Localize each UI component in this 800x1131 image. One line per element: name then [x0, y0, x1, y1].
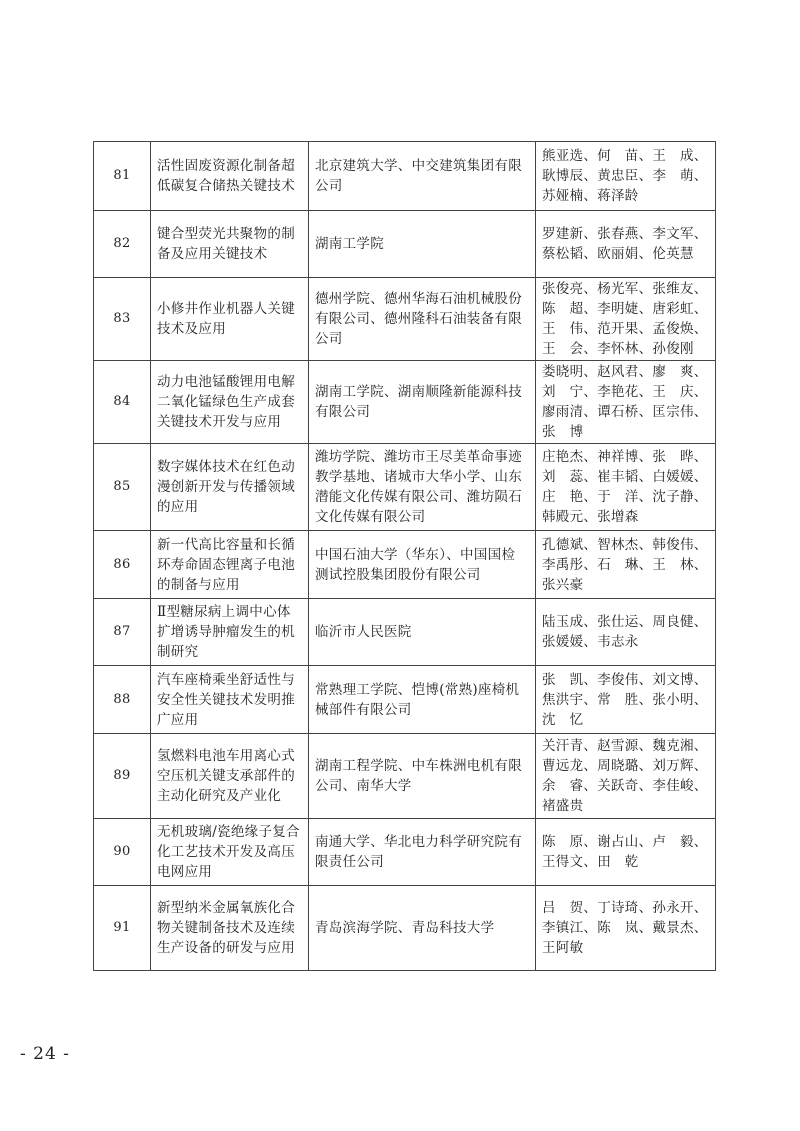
completing-units: 湖南工学院 — [309, 211, 536, 278]
project-name: 新一代高比容量和长循环寿命固态锂离子电池的制备与应用 — [151, 531, 309, 599]
completing-people: 娄晓明、赵风君、廖 爽、刘 宁、李艳花、王 庆、廖雨清、谭石桥、匡宗伟、张 博 — [536, 361, 716, 444]
completing-units: 临沂市人民医院 — [309, 599, 536, 666]
completing-units: 湖南工学院、湖南顺隆新能源科技有限公司 — [309, 361, 536, 444]
row-number: 86 — [94, 531, 151, 599]
project-name: 无机玻璃/瓷绝缘子复合化工艺技术开发及高压电网应用 — [151, 819, 309, 886]
completing-people: 陈 原、谢占山、卢 毅、王得文、田 乾 — [536, 819, 716, 886]
row-number: 90 — [94, 819, 151, 886]
page-number: - 24 - — [20, 1044, 70, 1064]
row-number: 82 — [94, 211, 151, 278]
row-number: 83 — [94, 278, 151, 361]
table-row — [94, 211, 716, 278]
table-row — [94, 444, 716, 531]
project-name: 氢燃料电池车用离心式空压机关键支承部件的主动化研究及产业化 — [151, 734, 309, 819]
row-number: 87 — [94, 599, 151, 666]
project-name: 活性固废资源化制备超低碳复合储热关键技术 — [151, 142, 309, 211]
completing-units: 南通大学、华北电力科学研究院有限责任公司 — [309, 819, 536, 886]
table-row — [94, 142, 716, 211]
row-number: 84 — [94, 361, 151, 444]
completing-people: 陆玉成、张仕运、周良健、张媛媛、韦志永 — [536, 599, 716, 666]
table-row — [94, 819, 716, 886]
award-table-body — [94, 142, 716, 971]
table-row — [94, 886, 716, 971]
completing-units: 青岛滨海学院、青岛科技大学 — [309, 886, 536, 971]
completing-units: 德州学院、德州华海石油机械股份有限公司、德州隆科石油装备有限公司 — [309, 278, 536, 361]
project-name: 键合型荧光共聚物的制备及应用关键技术 — [151, 211, 309, 278]
table-row — [94, 599, 716, 666]
project-name: 新型纳米金属氧族化合物关键制备技术及连续生产设备的研发与应用 — [151, 886, 309, 971]
completing-units: 常熟理工学院、恺博(常熟)座椅机械部件有限公司 — [309, 666, 536, 734]
table-row — [94, 278, 716, 361]
completing-people: 熊亚选、何 苗、王 成、耿博辰、黄忠臣、李 萌、苏娅楠、蒋泽龄 — [536, 142, 716, 211]
row-number: 81 — [94, 142, 151, 211]
completing-people: 罗建新、张春燕、李文军、蔡松韬、欧丽娟、伦英慧 — [536, 211, 716, 278]
completing-people: 孔德斌、智林杰、韩俊伟、李禹彤、石 琳、王 林、张兴豪 — [536, 531, 716, 599]
completing-people: 关汗青、赵雪源、魏克湘、曹远龙、周晓璐、刘万辉、余 睿、关跃奇、李佳峻、褚盛贵 — [536, 734, 716, 819]
completing-units: 湖南工程学院、中车株洲电机有限公司、南华大学 — [309, 734, 536, 819]
project-name: 汽车座椅乘坐舒适性与安全性关键技术发明推广应用 — [151, 666, 309, 734]
completing-people: 张俊亮、杨光军、张维友、陈 超、李明婕、唐彩虹、王 伟、范开果、孟俊焕、王 会、李怀林、孙俊刚 — [536, 278, 716, 361]
table-row — [94, 361, 716, 444]
completing-units: 北京建筑大学、中交建筑集团有限公司 — [309, 142, 536, 211]
row-number: 88 — [94, 666, 151, 734]
project-name: 数字媒体技术在红色动漫创新开发与传播领域的应用 — [151, 444, 309, 531]
project-name: 小修井作业机器人关键技术及应用 — [151, 278, 309, 361]
table-row — [94, 666, 716, 734]
completing-units: 中国石油大学（华东）、中国国检测试控股集团股份有限公司 — [309, 531, 536, 599]
completing-people: 张 凯、李俊伟、刘文博、焦洪宇、常 胜、张小明、沈 忆 — [536, 666, 716, 734]
row-number: 91 — [94, 886, 151, 971]
table-row — [94, 531, 716, 599]
award-table — [93, 141, 716, 971]
row-number: 85 — [94, 444, 151, 531]
row-number: 89 — [94, 734, 151, 819]
completing-people: 庄艳杰、神祥博、张 晔、刘 蕊、崔丰韬、白媛媛、庄 艳、于 洋、沈子静、韩殿元、张增森 — [536, 444, 716, 531]
completing-people: 吕 贺、丁诗琦、孙永开、李镇江、陈 岚、戴景杰、王阿敏 — [536, 886, 716, 971]
table-row — [94, 734, 716, 819]
project-name: Ⅱ型糖尿病上调中心体扩增诱导肿瘤发生的机制研究 — [151, 599, 309, 666]
project-name: 动力电池锰酸锂用电解二氧化锰绿色生产成套关键技术开发与应用 — [151, 361, 309, 444]
completing-units: 潍坊学院、潍坊市王尽美革命事迹教学基地、诸城市大华小学、山东潜能文化传媒有限公司、潍坊陨石文化传媒有限公司 — [309, 444, 536, 531]
